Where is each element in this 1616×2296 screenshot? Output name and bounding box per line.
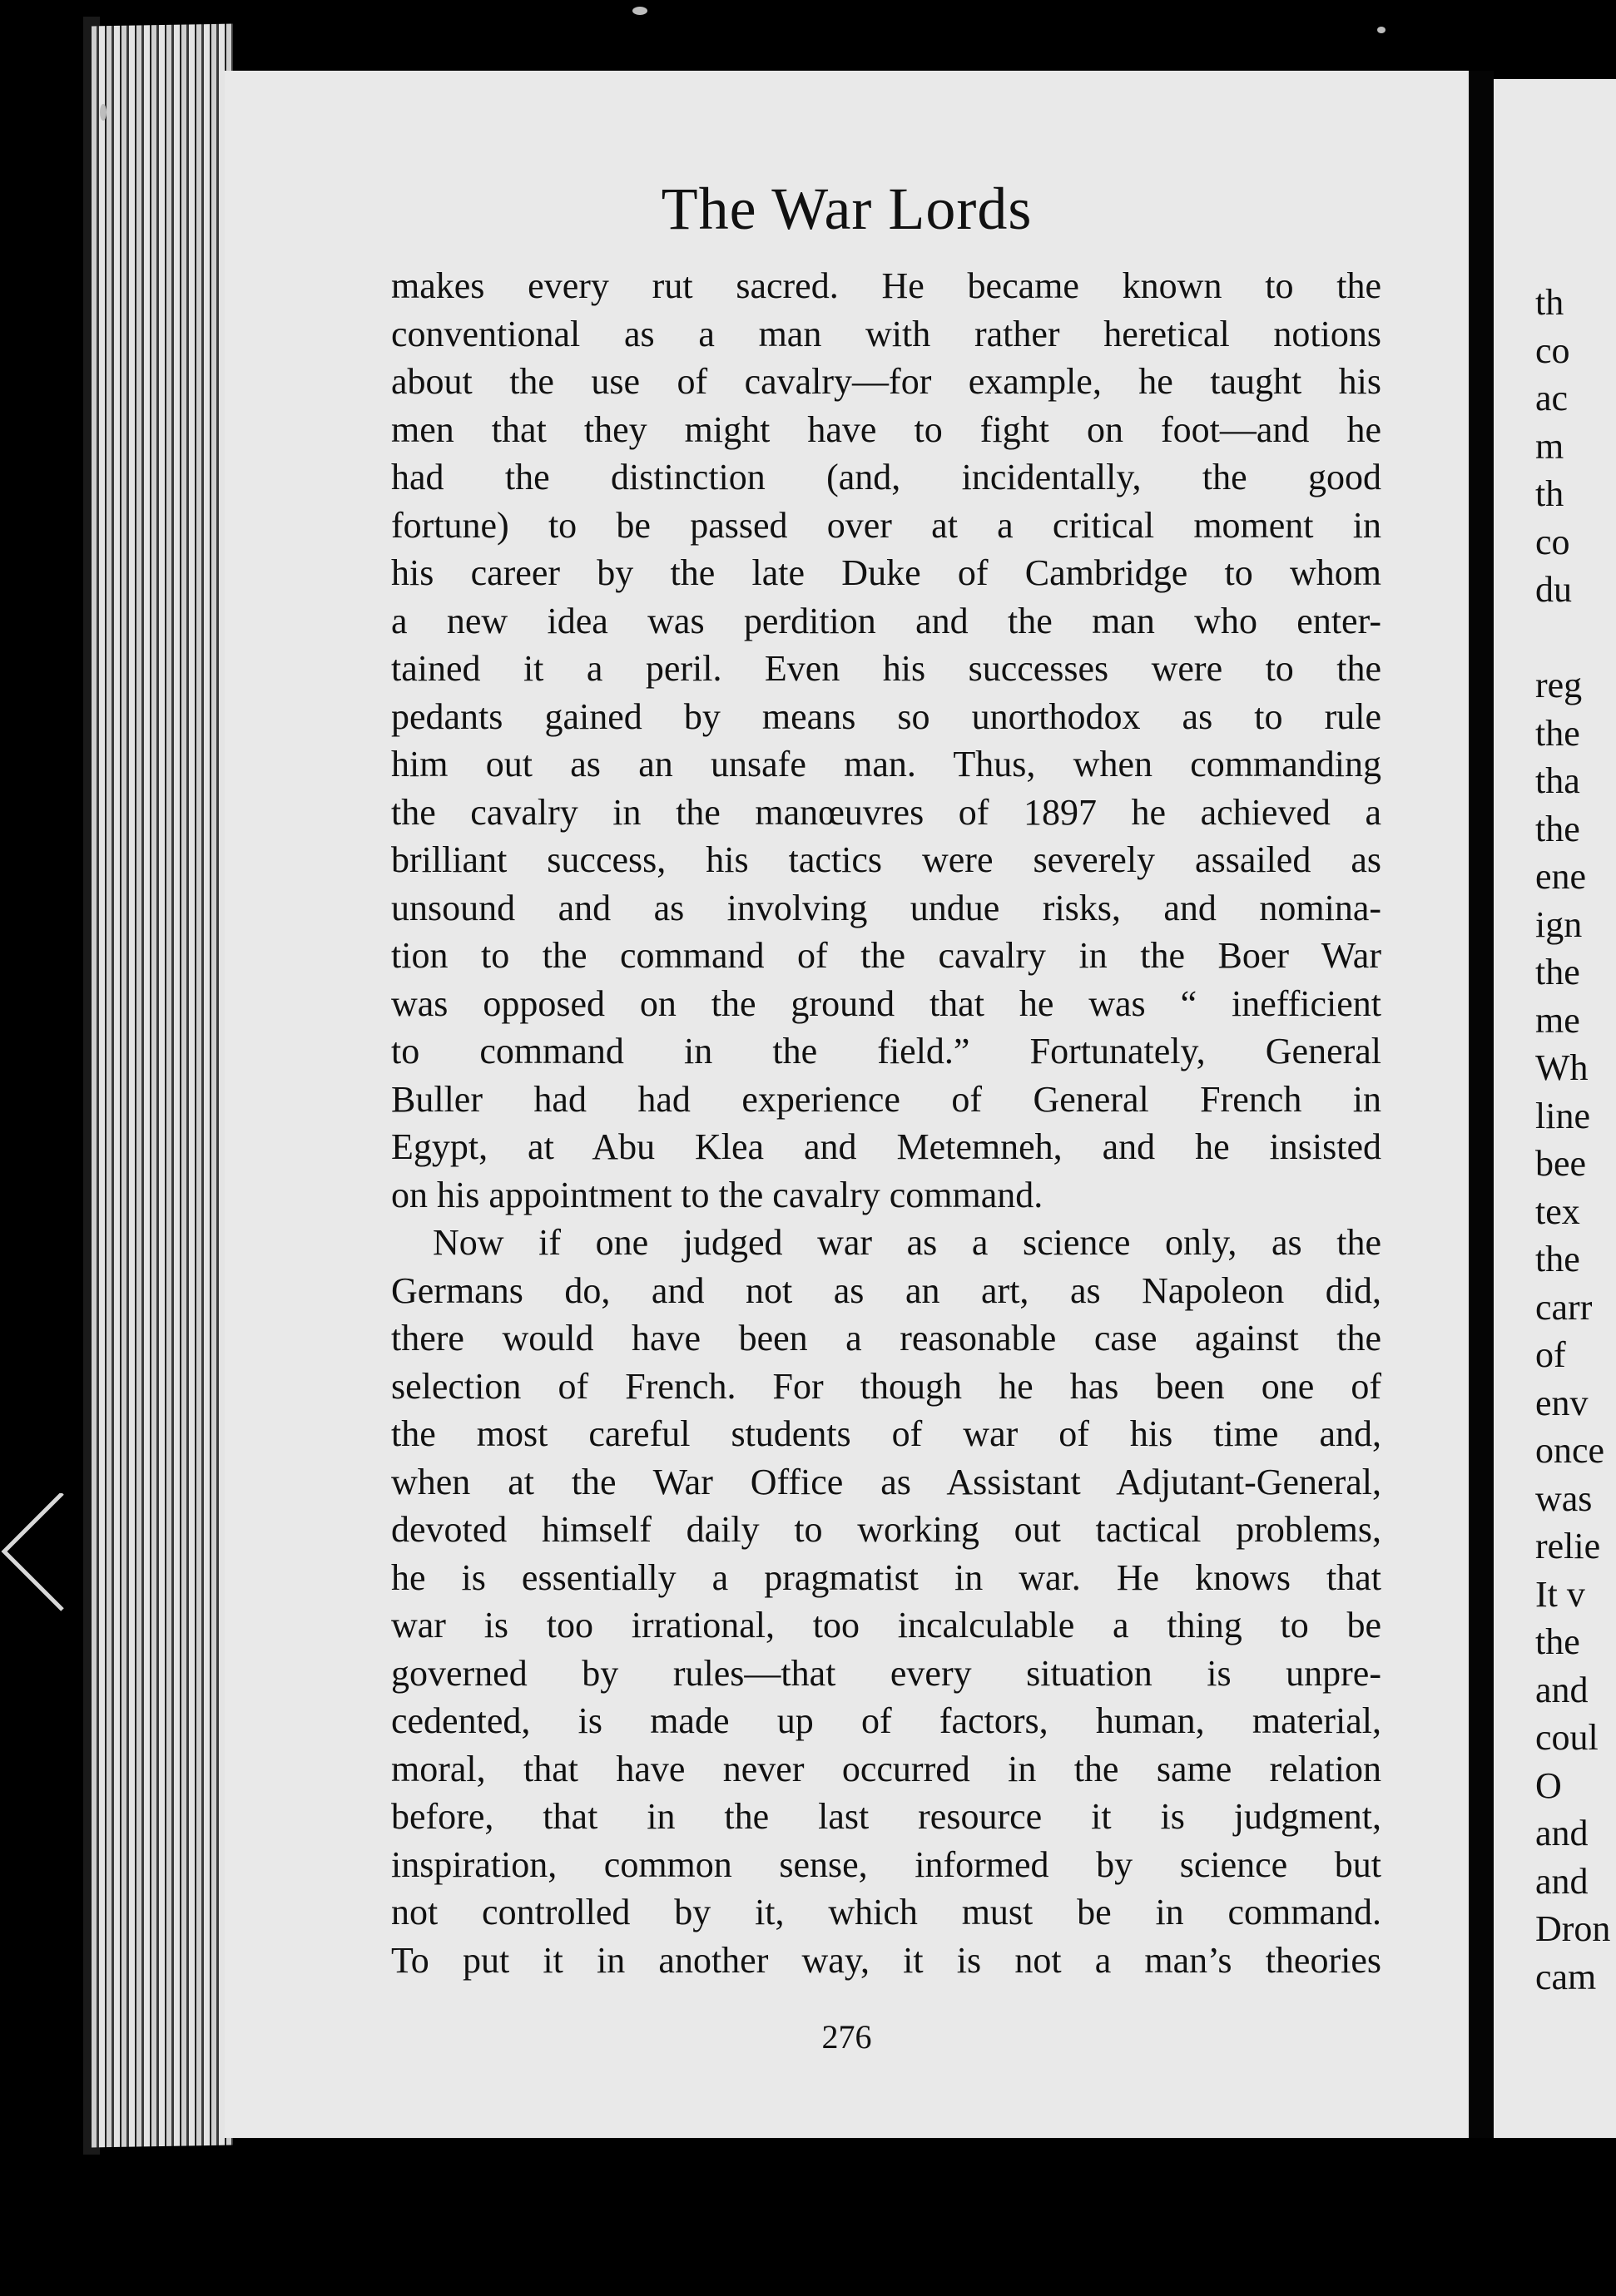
text-line: brilliant success, his tactics were severely assailed as — [391, 839, 1381, 880]
left-page — [225, 71, 1469, 2138]
facing-text-fragment: the — [1535, 1239, 1580, 1279]
facing-text-fragment: the — [1535, 712, 1580, 754]
text-line: to command in the field.” Fortunately, General — [391, 1031, 1381, 1071]
text-line: governed by rules—that every situation is unpre- — [391, 1652, 1381, 1694]
facing-text-fragment: coul — [1535, 1717, 1599, 1758]
text-line: on his appointment to the cavalry command. — [391, 1174, 1043, 1215]
text-line: there would have been a reasonable case against the — [391, 1318, 1381, 1358]
page-edges — [92, 24, 233, 2148]
text-line: devoted himself daily to working out tactical problems, — [391, 1509, 1381, 1550]
facing-text-fragment: me — [1535, 999, 1580, 1041]
facing-text-fragment: O — [1535, 1764, 1562, 1806]
text-line: pedants gained by means so unorthodox as to rule — [391, 695, 1381, 737]
facing-text-fragment: the — [1535, 808, 1580, 849]
facing-text-fragment: th — [1535, 473, 1564, 514]
page-number: 276 — [821, 2018, 872, 2056]
facing-text-fragment: and — [1535, 1669, 1589, 1710]
text-line: conventional as a man with rather heretical notions — [391, 313, 1381, 354]
text-line: before, that in the last resource it is judgment, — [391, 1796, 1381, 1837]
text-line: he is essentially a pragmatist in war. He knows that — [391, 1556, 1381, 1598]
facing-text-fragment: the — [1535, 1621, 1580, 1662]
text-line: about the use of cavalry—for example, he taught his — [391, 361, 1381, 402]
facing-text-fragment: Dron — [1535, 1908, 1611, 1949]
text-line: Now if one judged war as a science only, as the — [433, 1222, 1381, 1263]
text-line: tained it a peril. Even his successes were to the — [391, 648, 1381, 689]
facing-text-fragment: reg — [1535, 665, 1583, 705]
facing-text-fragment: of — [1535, 1334, 1566, 1375]
chevron-left-icon[interactable] — [0, 1493, 75, 1618]
text-line: the cavalry in the manœuvres of 1897 he achieved a — [391, 791, 1381, 833]
facing-text-fragment: ac — [1535, 378, 1569, 418]
facing-text-fragment: Wh — [1535, 1047, 1589, 1088]
facing-text-fragment: du — [1535, 569, 1572, 610]
text-line: fortune) to be passed over at a critical moment in — [391, 504, 1381, 546]
book-gutter — [1469, 71, 1494, 2138]
running-head: The War Lords — [661, 176, 1033, 242]
facing-page-text — [1535, 279, 1610, 2001]
facing-text-fragment: line — [1535, 1095, 1590, 1136]
facing-text-fragment: It v — [1535, 1573, 1585, 1615]
text-line: cedented, is made up of factors, human, material, — [391, 1700, 1381, 1741]
facing-text-fragment: was — [1535, 1477, 1593, 1519]
text-line: makes every rut sacred. He became known to the — [391, 265, 1381, 306]
text-line: unsound and as involving undue risks, and nomina- — [391, 887, 1381, 928]
text-line: a new idea was perdition and the man who enter- — [391, 600, 1381, 641]
text-line: his career by the late Duke of Cambridge to whom — [391, 552, 1381, 593]
text-line: had the distinction (and, incidentally, the good — [391, 457, 1381, 497]
facing-text-fragment: ene — [1535, 856, 1587, 897]
text-line: not controlled by it, which must be in command. — [391, 1892, 1381, 1932]
facing-text-fragment: carr — [1535, 1286, 1593, 1328]
text-line: Buller had had experience of General French in — [391, 1078, 1381, 1120]
facing-text-fragment: env — [1535, 1382, 1589, 1423]
facing-text-fragment: tha — [1535, 760, 1580, 801]
body-text — [391, 262, 1381, 1984]
facing-text-fragment: m — [1535, 425, 1564, 467]
text-line: men that they might have to fight on foot—and he — [391, 408, 1381, 450]
paragraph-gap — [1535, 614, 1610, 662]
text-line: selection of French. For though he has been one of — [391, 1365, 1381, 1407]
facing-text-fragment: cam — [1535, 1956, 1597, 1997]
facing-text-fragment: once — [1535, 1430, 1605, 1471]
text-line: the most careful students of war of his time and, — [391, 1413, 1381, 1454]
dust-speck — [632, 7, 647, 15]
dust-speck — [1377, 27, 1385, 33]
text-line: Egypt, at Abu Klea and Metemneh, and he insisted — [391, 1126, 1381, 1167]
facing-text-fragment: co — [1535, 521, 1570, 562]
facing-text-fragment: co — [1535, 329, 1570, 371]
facing-text-fragment: the — [1535, 952, 1580, 992]
text-line: was opposed on the ground that he was “ inefficient — [391, 982, 1381, 1024]
facing-page-fragment — [1494, 79, 1616, 2138]
facing-text-fragment: and — [1535, 1860, 1589, 1902]
text-line: moral, that have never occurred in the same relation — [391, 1748, 1381, 1789]
text-line: tion to the command of the cavalry in the Boer War — [391, 935, 1381, 976]
facing-text-fragment: ign — [1535, 903, 1583, 945]
text-line: him out as an unsafe man. Thus, when commanding — [391, 744, 1381, 784]
dust-speck — [100, 104, 107, 121]
text-line: Germans do, and not as an art, as Napoleon did, — [391, 1269, 1381, 1311]
facing-text-fragment: bee — [1535, 1143, 1587, 1184]
text-line: To put it in another way, it is not a man’s theories — [391, 1939, 1381, 1981]
facing-text-fragment: and — [1535, 1813, 1589, 1853]
facing-text-fragment: tex — [1535, 1190, 1580, 1232]
text-line: inspiration, common sense, informed by science but — [391, 1843, 1381, 1885]
text-line: war is too irrational, too incalculable a thing to be — [391, 1605, 1381, 1645]
facing-text-fragment: relie — [1535, 1526, 1601, 1566]
facing-text-fragment: th — [1535, 282, 1564, 323]
text-line: when at the War Office as Assistant Adjutant-General, — [391, 1461, 1381, 1502]
